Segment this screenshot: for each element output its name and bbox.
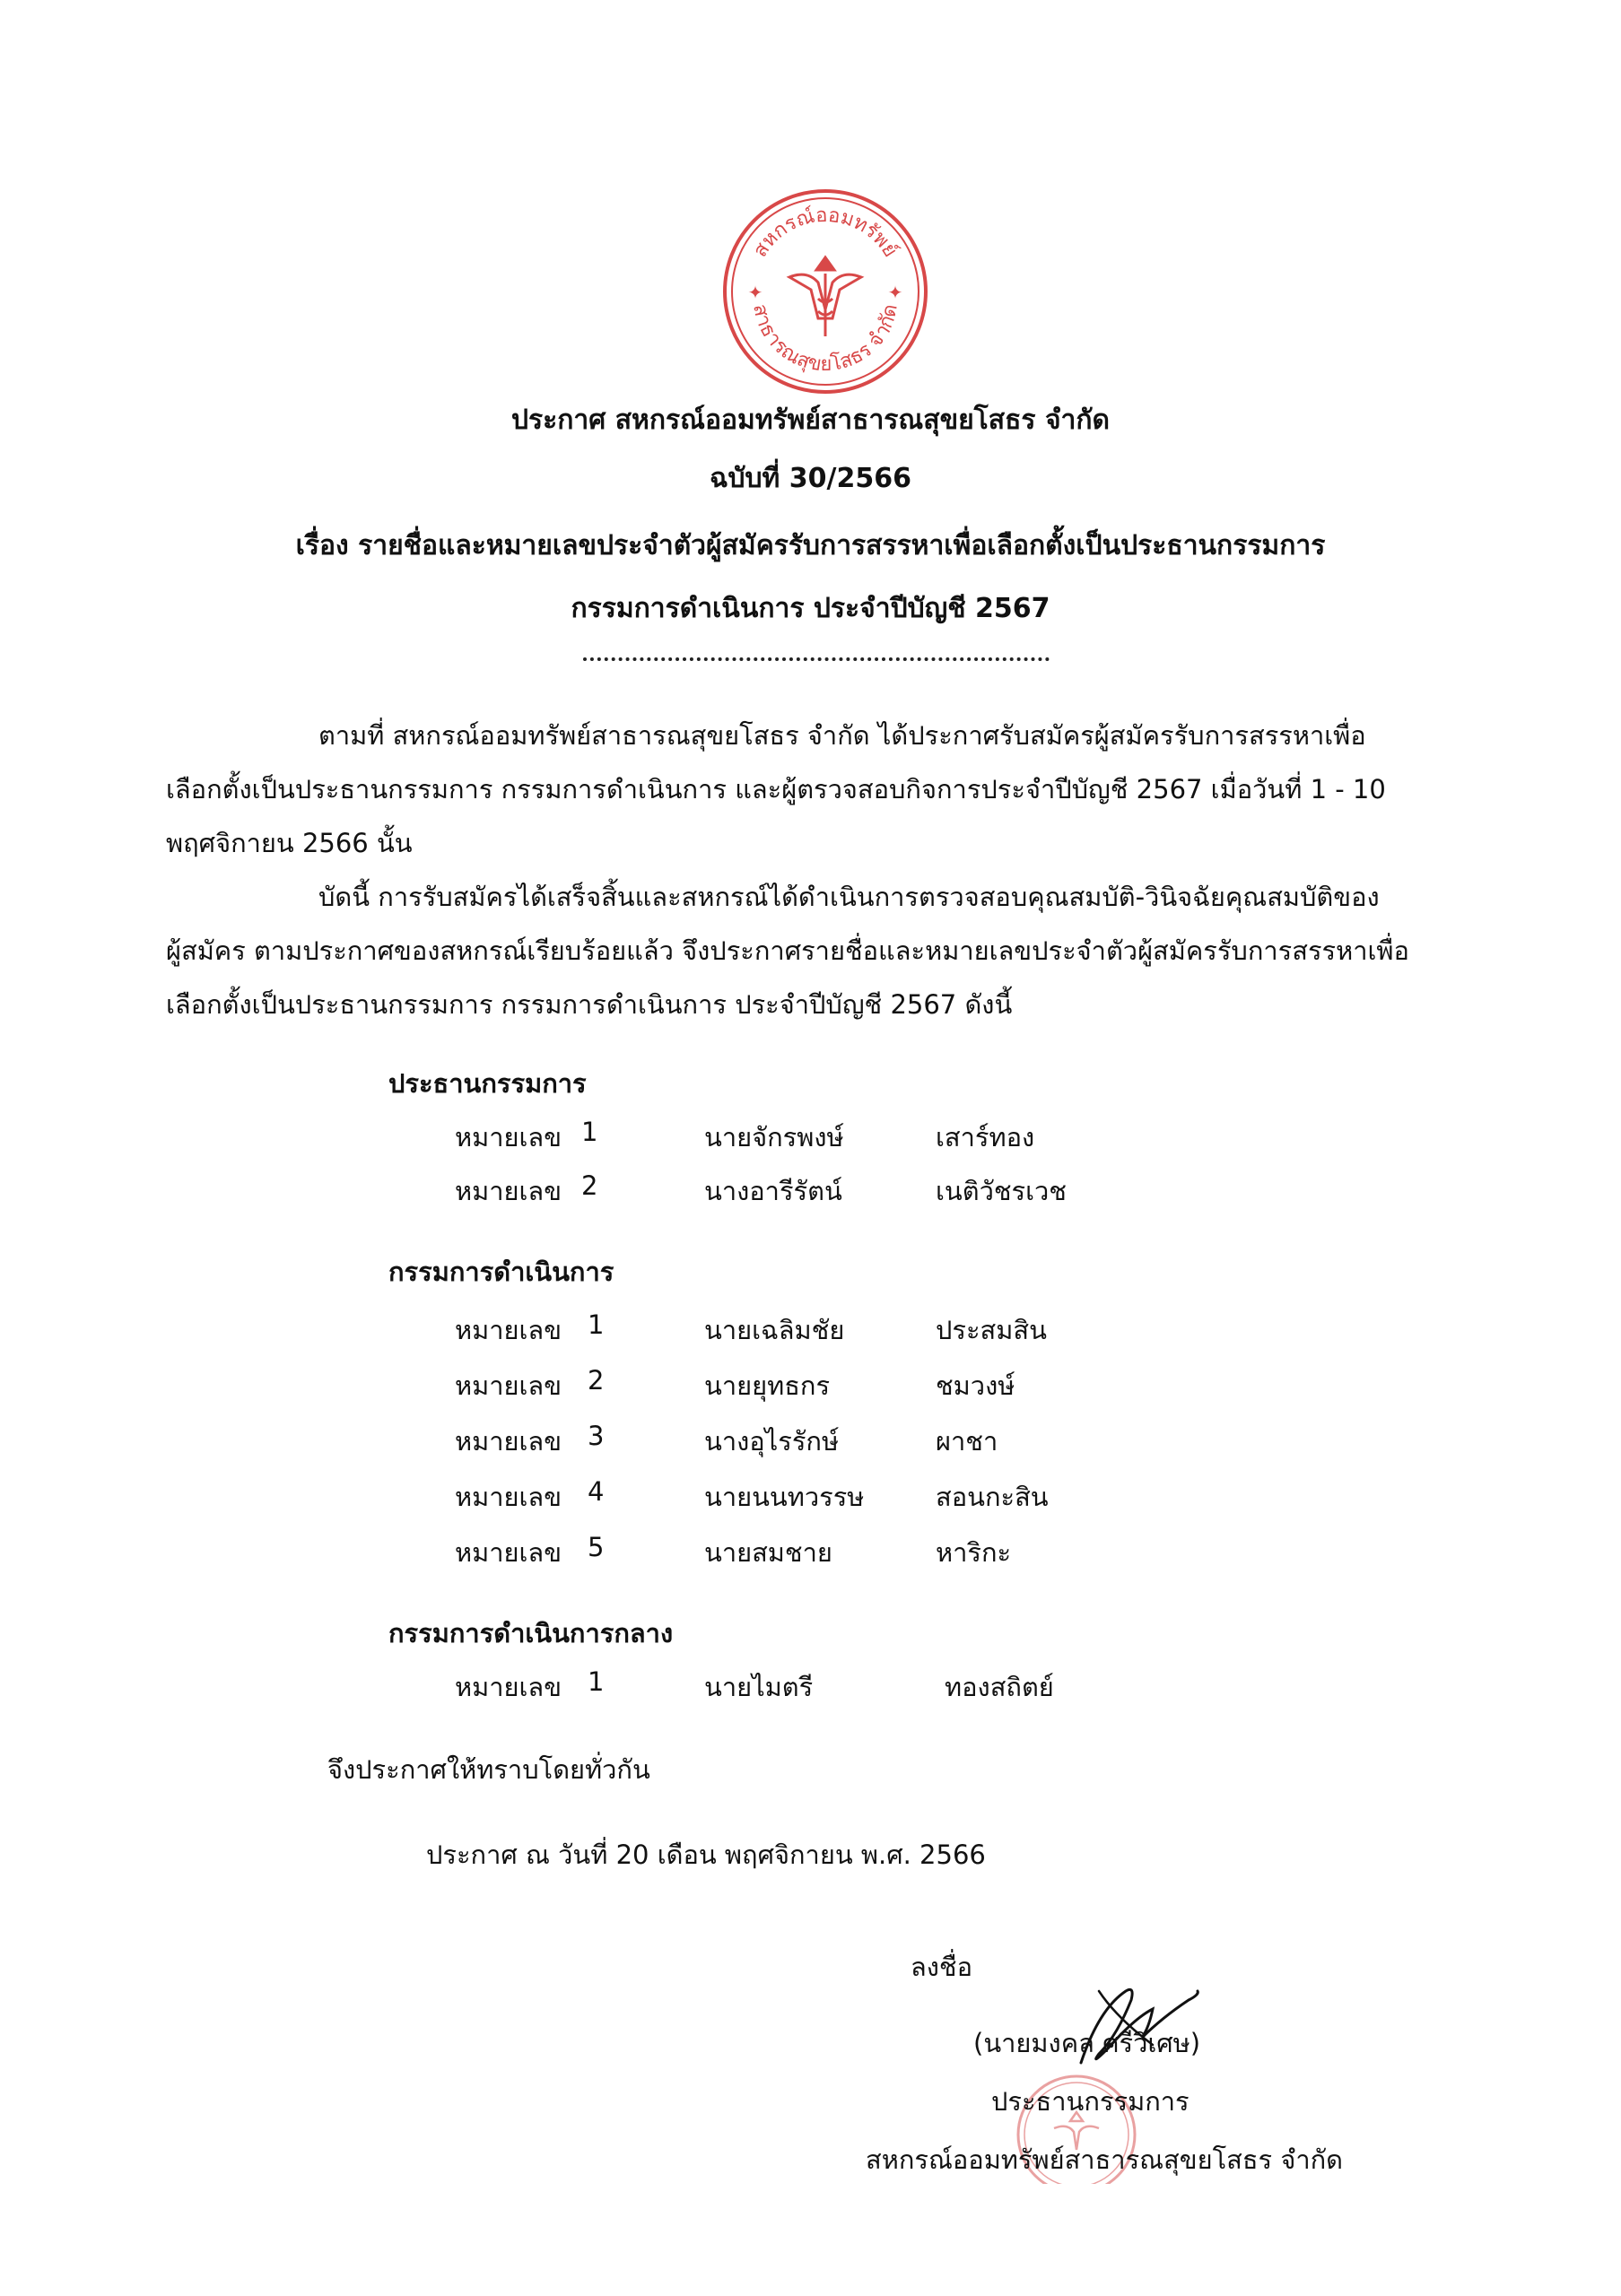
row-first-name: นายไมตรี <box>704 1672 814 1702</box>
row-last-name: เสาร์ทอง <box>936 1122 1035 1152</box>
row-label: หมายเลข <box>455 1370 562 1401</box>
paragraph-1 <box>166 709 1386 870</box>
row-number: 2 <box>588 1365 605 1396</box>
signer-name: (นายมงคล ศรีวิเศษ) <box>973 2028 1201 2058</box>
row-label: หมายเลข <box>455 1315 562 1345</box>
row-label: หมายเลข <box>455 1176 562 1206</box>
row-number: 1 <box>588 1666 605 1697</box>
row-first-name: นายจักรพงษ์ <box>704 1122 844 1152</box>
row-number: 5 <box>588 1532 605 1562</box>
row-number: 2 <box>581 1170 598 1201</box>
row-label: หมายเลข <box>455 1122 562 1152</box>
row-last-name: ประสมสิน <box>936 1315 1047 1345</box>
row-last-name: สอนกะสิน <box>936 1482 1049 1512</box>
row-last-name: ชมวงษ์ <box>936 1370 1015 1401</box>
row-label: หมายเลข <box>455 1672 562 1702</box>
announcement-number: ฉบับที่ 30/2566 <box>710 463 911 494</box>
paragraph-line: ตามที่ สหกรณ์ออมทรัพย์สาธารณสุขยโสธร จำกัด ได้ประกาศรับสมัครผู้สมัครรับการสรรหาเพื่อ <box>318 720 1366 751</box>
announcement-subject-cont: กรรมการดำเนินการ ประจำปีบัญชี 2567 <box>571 593 1050 624</box>
row-number: 1 <box>588 1309 605 1340</box>
paragraph-line: เลือกตั้งเป็นประธานกรรมการ กรรมการดำเนินการ และผู้ตรวจสอบกิจการประจำปีบัญชี 2567 เมื่อวันที่ 1 - 10 <box>166 774 1386 804</box>
announcement-title: ประกาศ สหกรณ์ออมทรัพย์สาธารณสุขยโสธร จำกัด <box>510 404 1111 436</box>
row-label: หมายเลข <box>455 1426 562 1457</box>
section-title-central-committee: กรรมการดำเนินการกลาง <box>388 1618 674 1648</box>
seal-top-text: สหกรณ์ออมทรัพย์ <box>749 204 902 262</box>
emblem-icon <box>789 257 861 336</box>
paragraph-line: ผู้สมัคร ตามประกาศของสหกรณ์เรียบร้อยแล้ว จึงประกาศรายชื่อและหมายเลขประจำตัวผู้สมัครรับการสรรหาเพื่อ <box>166 935 1409 966</box>
row-last-name: ผาชา <box>936 1426 998 1457</box>
row-first-name: นายยุทธกร <box>704 1370 831 1401</box>
row-number: 1 <box>581 1117 598 1147</box>
signer-organization: สหกรณ์ออมทรัพย์สาธารณสุขยโสธร จำกัด <box>866 2144 1344 2175</box>
paragraph-line: พฤศจิกายน 2566 นั้น <box>166 828 413 858</box>
paragraph-line: บัดนี้ การรับสมัครได้เสร็จสิ้นและสหกรณ์ได้ดำเนินการตรวจสอบคุณสมบัติ-วินิจฉัยคุณสมบัติของ <box>318 882 1380 912</box>
announcement-date: ประกาศ ณ วันที่ 20 เดือน พฤศจิกายน พ.ศ. 2566 <box>426 1839 986 1870</box>
row-first-name: นายสมชาย <box>704 1537 832 1568</box>
row-label: หมายเลข <box>455 1482 562 1512</box>
announcement-subject: เรื่อง รายชื่อและหมายเลขประจำตัวผู้สมัครรับการสรรหาเพื่อเลือกตั้งเป็นประธานกรรมการ <box>295 530 1326 561</box>
signer-position: ประธานกรรมการ <box>991 2086 1190 2117</box>
divider <box>583 657 1050 661</box>
paragraph-line: เลือกตั้งเป็นประธานกรรมการ กรรมการดำเนินการ ประจำปีบัญชี 2567 ดังนี้ <box>166 989 1013 1020</box>
row-first-name: นางอารีรัตน์ <box>704 1176 842 1206</box>
row-number: 3 <box>588 1421 605 1451</box>
row-number: 4 <box>588 1476 605 1507</box>
closing-text: จึงประกาศให้ทราบโดยทั่วกัน <box>327 1754 650 1785</box>
star-icon: ✦ <box>747 282 763 303</box>
paragraph-2 <box>166 870 1409 1031</box>
sign-label: ลงชื่อ <box>911 1952 973 1982</box>
row-first-name: นายเฉลิมชัย <box>704 1315 845 1345</box>
star-icon: ✦ <box>887 282 903 303</box>
section-title-chairman: ประธานกรรมการ <box>388 1068 587 1099</box>
row-last-name: เนติวัชรเวช <box>936 1176 1067 1206</box>
row-first-name: นางอุไรรักษ์ <box>704 1426 840 1457</box>
row-last-name: หาริกะ <box>936 1537 1012 1568</box>
row-first-name: นายนนทวรรษ <box>704 1482 865 1512</box>
section-title-committee: กรรมการดำเนินการ <box>388 1257 614 1287</box>
seal-bottom-text: สาธารณสุขยโสธร จำกัด <box>748 302 902 377</box>
row-last-name: ทองสถิตย์ <box>945 1672 1054 1702</box>
row-label: หมายเลข <box>455 1537 562 1568</box>
cooperative-seal <box>718 184 933 399</box>
